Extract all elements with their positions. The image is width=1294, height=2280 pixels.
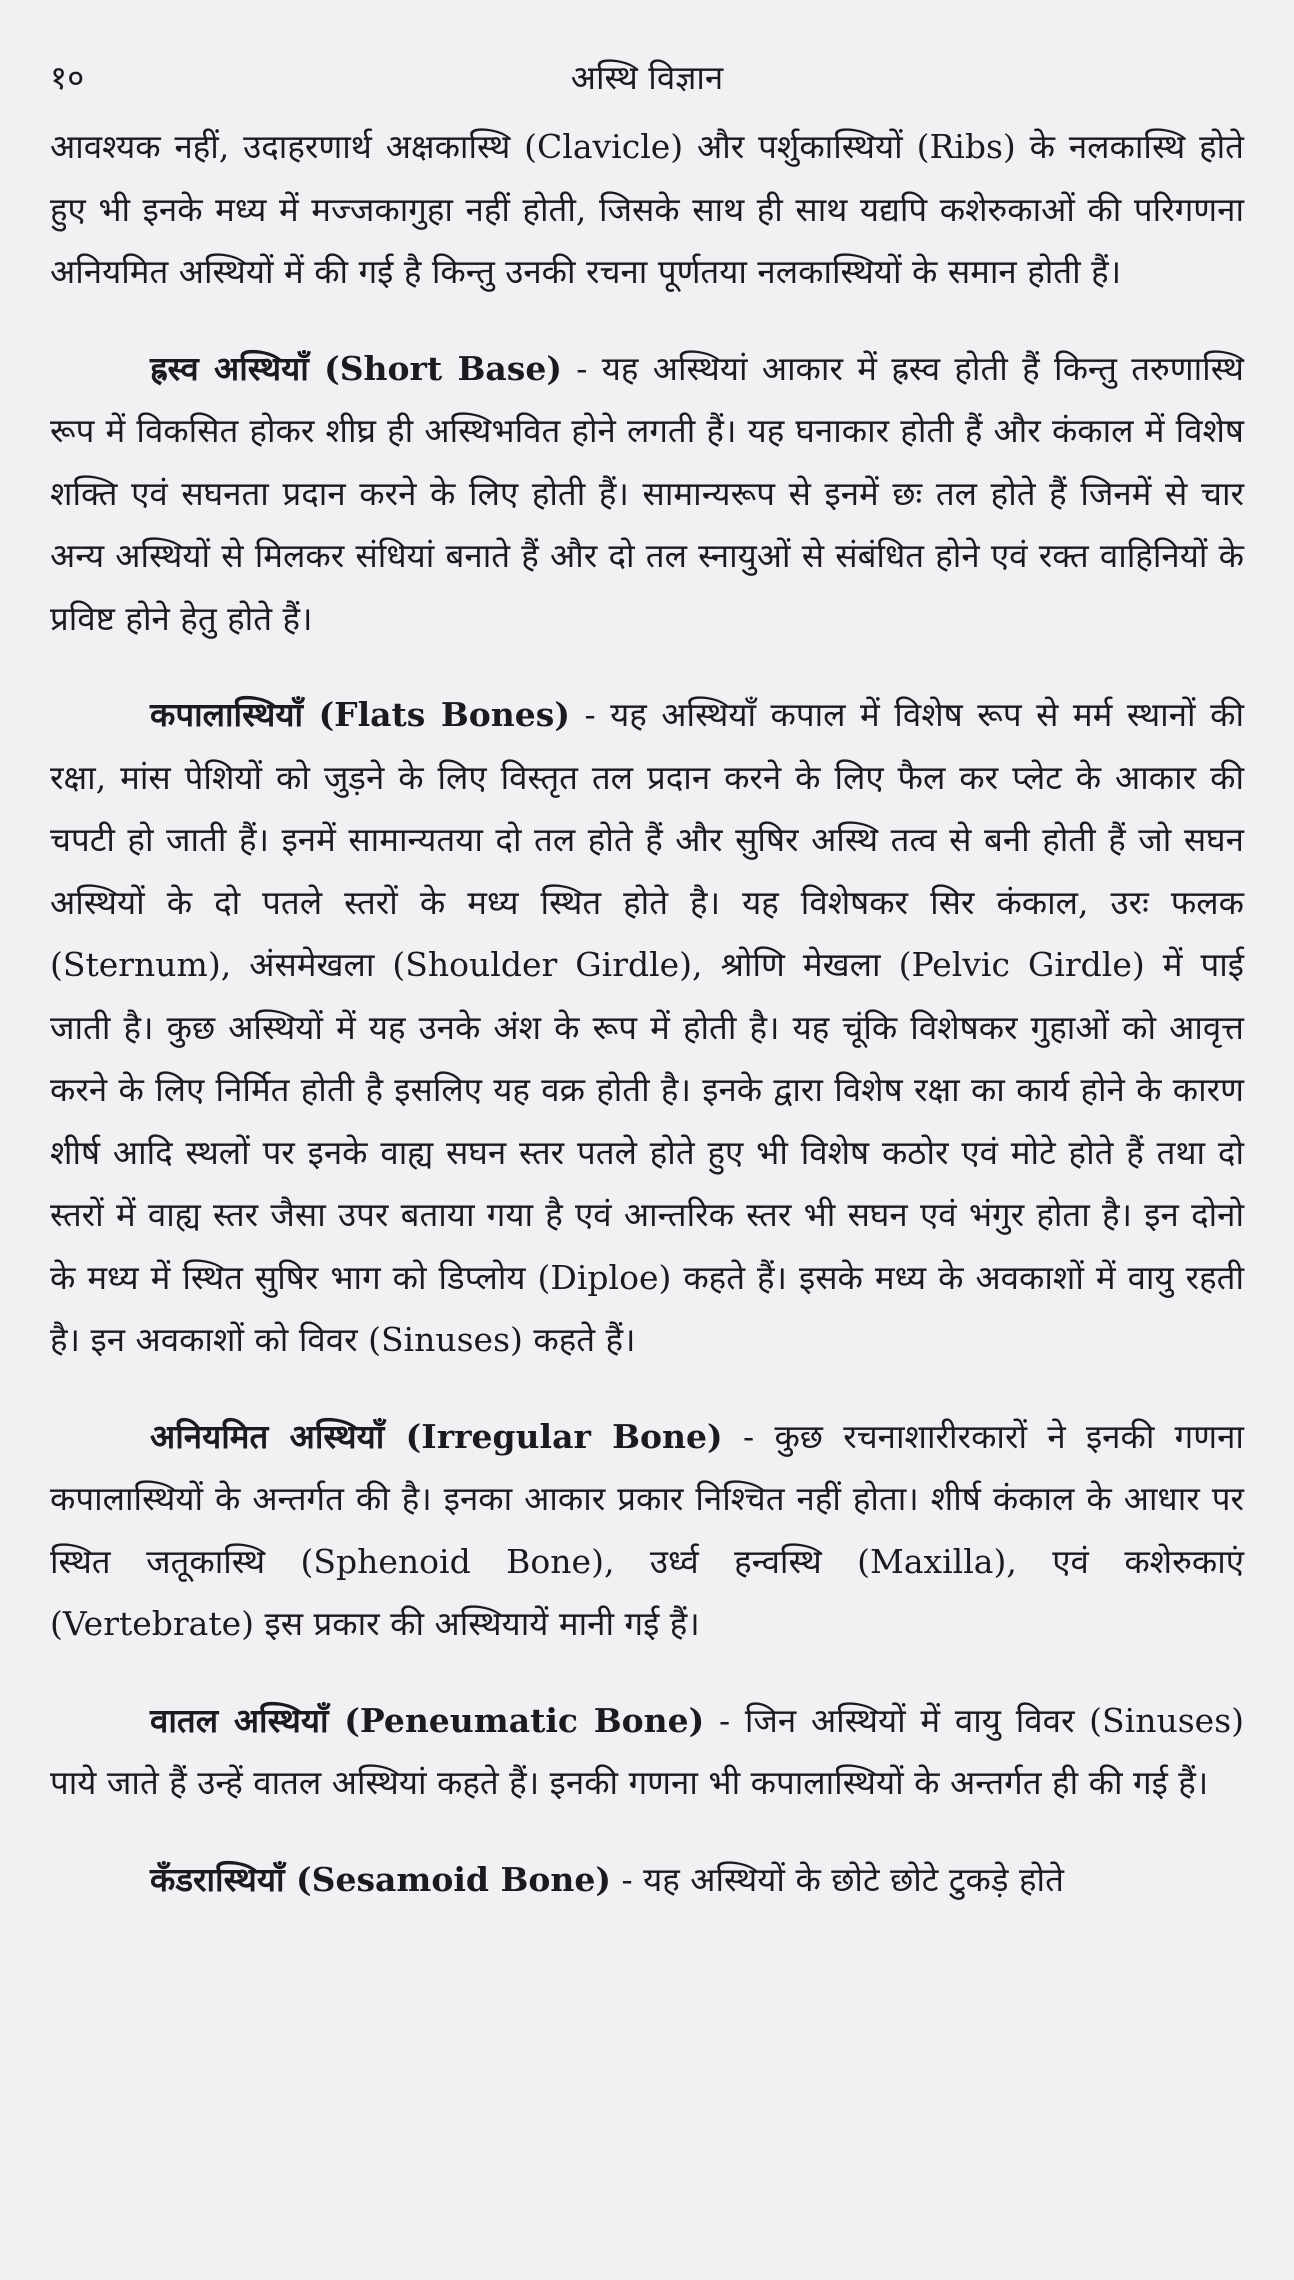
page-number: १० [50,58,85,97]
paragraph-term: कपालास्थियाँ (Flats Bones) [150,695,570,734]
paragraph-term: वातल अस्थियाँ (Peneumatic Bone) [150,1700,705,1740]
running-title: अस्थि विज्ञान [570,58,724,97]
paragraph-flat-bones [50,684,1244,1372]
paragraph-text: - जिन अस्थियों में वायु विवर (Sinuses) पाये जाते हैं उन्हें वातल अस्थियां कहते हैं। इनकी गणना भी कपालास्थियों के अन्तर्गत ही की गई हैं। [50,1700,1245,1802]
paragraph-term: कँडरास्थियाँ (Sesamoid Bone) [150,1859,611,1899]
paragraph-text: - यह अस्थियों के छोटे छोटे टुकड़े होते [610,1859,1064,1899]
paragraph-short-bones [50,338,1244,651]
page-header [50,54,1244,110]
page-body [50,116,1244,1911]
paragraph-term: अनियमित अस्थियाँ (Irregular Bone) [150,1416,723,1456]
paragraph-continuation [50,116,1244,304]
paragraph-term: ह्रस्व अस्थियाँ (Short Base) [150,348,562,388]
paragraph-sesamoid-bones [50,1849,1244,1912]
paragraph-text: - कुछ रचनाशारीरकारों ने इनकी गणना कपालास्थियों के अन्तर्गत की है। इनका आकार प्रकार निश्चित नहीं होता। शीर्ष कंकाल के आधार पर स्थित जतूकास्थि (Sphenoid Bone), उर्ध्व हन्वस्थि (Maxilla), एवं कशेरुकाएं (Vertebrate) इस प्रकार की अस्थियायें मानी गई हैं। [50,1416,1244,1643]
paragraph-text: - यह अस्थियां आकार में ह्रस्व होती हैं किन्तु तरुणास्थि रूप में विकसित होकर शीघ्र ही अस्थिभवित होने लगती हैं। यह घनाकार होती हैं और कंकाल में विशेष शक्ति एवं सघनता प्रदान करने के लिए होती हैं। सामान्यरूप से इनमें छः तल होते हैं जिनमें से चार अन्य अस्थियों से मिलकर संधियां बनाते हैं और दो तल स्नायुओं से संबंधित होने एवं रक्त वाहिनियों के प्रविष्ट होने हेतु होते हैं। [50,348,1244,638]
paragraph-irregular-bones [50,1406,1244,1656]
paragraph-text: आवश्यक नहीं, उदाहरणार्थ अक्षकास्थि (Clavicle) और पर्शुकास्थियों (Ribs) के नलकास्थि होते हुए भी इनके मध्य में मज्जकागुहा नहीं होती, जिसके साथ ही साथ यद्यपि कशेरुकाओं की परिगणना अनियमित अस्थियों में की गई है किन्तु उनकी रचना पूर्णतया नलकास्थियों के समान होती हैं। [50,127,1244,291]
paragraph-pneumatic-bones [50,1690,1244,1815]
paragraph-text: - यह अस्थियाँ कपाल में विशेष रूप से मर्म स्थानों की रक्षा, मांस पेशियों को जुड़ने के लिए विस्तृत तल प्रदान करने के लिए फैल कर प्लेट के आकार की चपटी हो जाती हैं। इनमें सामान्यतया दो तल होते हैं और सुषिर अस्थि तत्व से बनी होती हैं जो सघन अस्थियों के दो पतले स्तरों के मध्य स्थित होते है। यह विशेषकर सिर कंकाल, उरः फलक (Sternum), अंसमेखला (Shoulder Girdle), श्रोणि मेखला (Pelvic Girdle) में पाई जाती है। कुछ अस्थियों में यह उनके अंश के रूप में होती है। यह चूंकि विशेषकर गुहाओं को आवृत्त करने के लिए निर्मित होती है इसलिए यह वक्र होती है। इनके द्वारा विशेष रक्षा का कार्य होने के कारण शीर्ष आदि स्थलों पर इनके वाह्य सघन स्तर पतले होते हुए भी विशेष कठोर एवं मोटे होते हैं तथा दो स्तरों में वाह्य स्तर जैसा उपर बताया गया है एवं आन्तरिक स्तर भी सघन एवं भंगुर होता है। इन दोनो के मध्य में स्थित सुषिर भाग को डिप्लोय (Diploe) कहते हैं। इसके मध्य के अवकाशों में वायु रहती है। इन अवकाशों को विवर (Sinuses) कहते हैं। [50,695,1244,1359]
